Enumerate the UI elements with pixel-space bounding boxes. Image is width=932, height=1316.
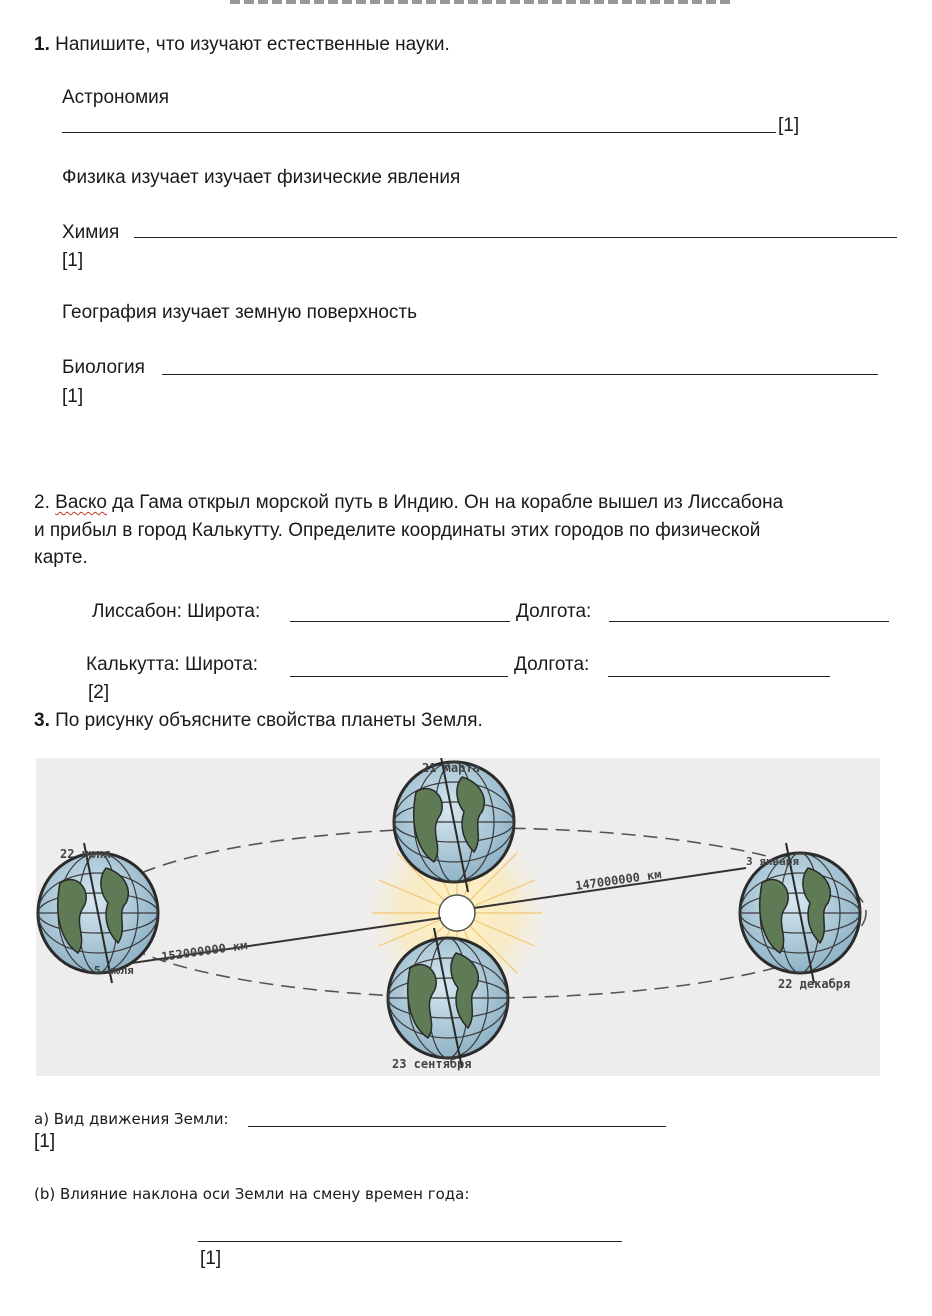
q2-line-1: [34, 492, 783, 514]
q1-biology-answer-line[interactable]: [162, 374, 878, 375]
label-january: 3 января: [746, 855, 799, 868]
q1-number: 1.: [34, 34, 50, 55]
label-july: 5 июля: [94, 964, 134, 977]
q1-biology-mark: [1]: [62, 386, 84, 407]
label-near-distance: 147000000 км: [574, 867, 663, 893]
label-june: 22 июня: [60, 847, 111, 861]
q3a-mark: [1]: [34, 1131, 56, 1152]
q2-mark: [2]: [88, 682, 110, 703]
q1-prompt: [34, 34, 450, 56]
q2-number: 2.: [34, 492, 50, 513]
q2-lisbon-latitude-line[interactable]: [290, 621, 510, 622]
earth-orbit-diagram: [36, 758, 880, 1076]
q2-lisbon-longitude-line[interactable]: [609, 621, 889, 622]
q1-biology-label: Биология: [62, 357, 145, 378]
q1-astronomy-answer-line[interactable]: [62, 132, 776, 133]
q1-chemistry-label: Химия: [62, 222, 120, 243]
q1-prompt-text: Напишите, что изучают естественные науки.: [55, 34, 450, 55]
q1-astronomy-mark: [1]: [778, 115, 800, 136]
q2-lisbon-latitude-label: Лиссабон: Широта:: [92, 601, 261, 622]
q3b-mark: [1]: [200, 1248, 222, 1269]
q3a-answer-line[interactable]: [248, 1126, 666, 1127]
q2-line-3: карте.: [34, 547, 88, 568]
q2-line-2: и прибыл в город Калькутту. Определите координаты этих городов по физической: [34, 520, 761, 541]
q2-line-1-rest: да Гама открыл морской путь в Индию. Он на корабле вышел из Лиссабона: [106, 492, 784, 513]
q1-physics-text: Физика изучает изучает физические явления: [62, 167, 461, 188]
q1-astronomy-label: Астрономия: [62, 87, 170, 108]
q3-prompt-text: По рисунку объясните свойства планеты Земля.: [55, 710, 483, 731]
q2-calcutta-latitude-line[interactable]: [290, 676, 508, 677]
q3b-label: (b) Влияние наклона оси Земли на смену времен года:: [34, 1185, 470, 1203]
q2-lisbon-longitude-label: Долгота:: [516, 601, 592, 622]
q1-chemistry-answer-line[interactable]: [134, 237, 897, 238]
q1-geography-text: География изучает земную поверхность: [62, 302, 417, 323]
q2-calcutta-latitude-label: Калькутта: Широта:: [86, 654, 259, 675]
q3a-label: а) Вид движения Земли:: [34, 1110, 229, 1128]
label-december: 22 декабря: [778, 977, 851, 991]
q3-number: 3.: [34, 710, 50, 731]
q2-name-underlined: Васко: [55, 492, 107, 513]
label-march: 21 марта: [422, 761, 480, 775]
q2-calcutta-longitude-line[interactable]: [608, 676, 830, 677]
label-far-distance: 152000000 км: [160, 938, 249, 964]
q3b-answer-line[interactable]: [198, 1241, 622, 1242]
q2-calcutta-longitude-label: Долгота:: [514, 654, 590, 675]
q3-prompt: [34, 710, 483, 732]
label-september: 23 сентября: [392, 1057, 472, 1071]
q1-chemistry-mark: [1]: [62, 250, 84, 271]
cut-header-text: [230, 0, 730, 4]
